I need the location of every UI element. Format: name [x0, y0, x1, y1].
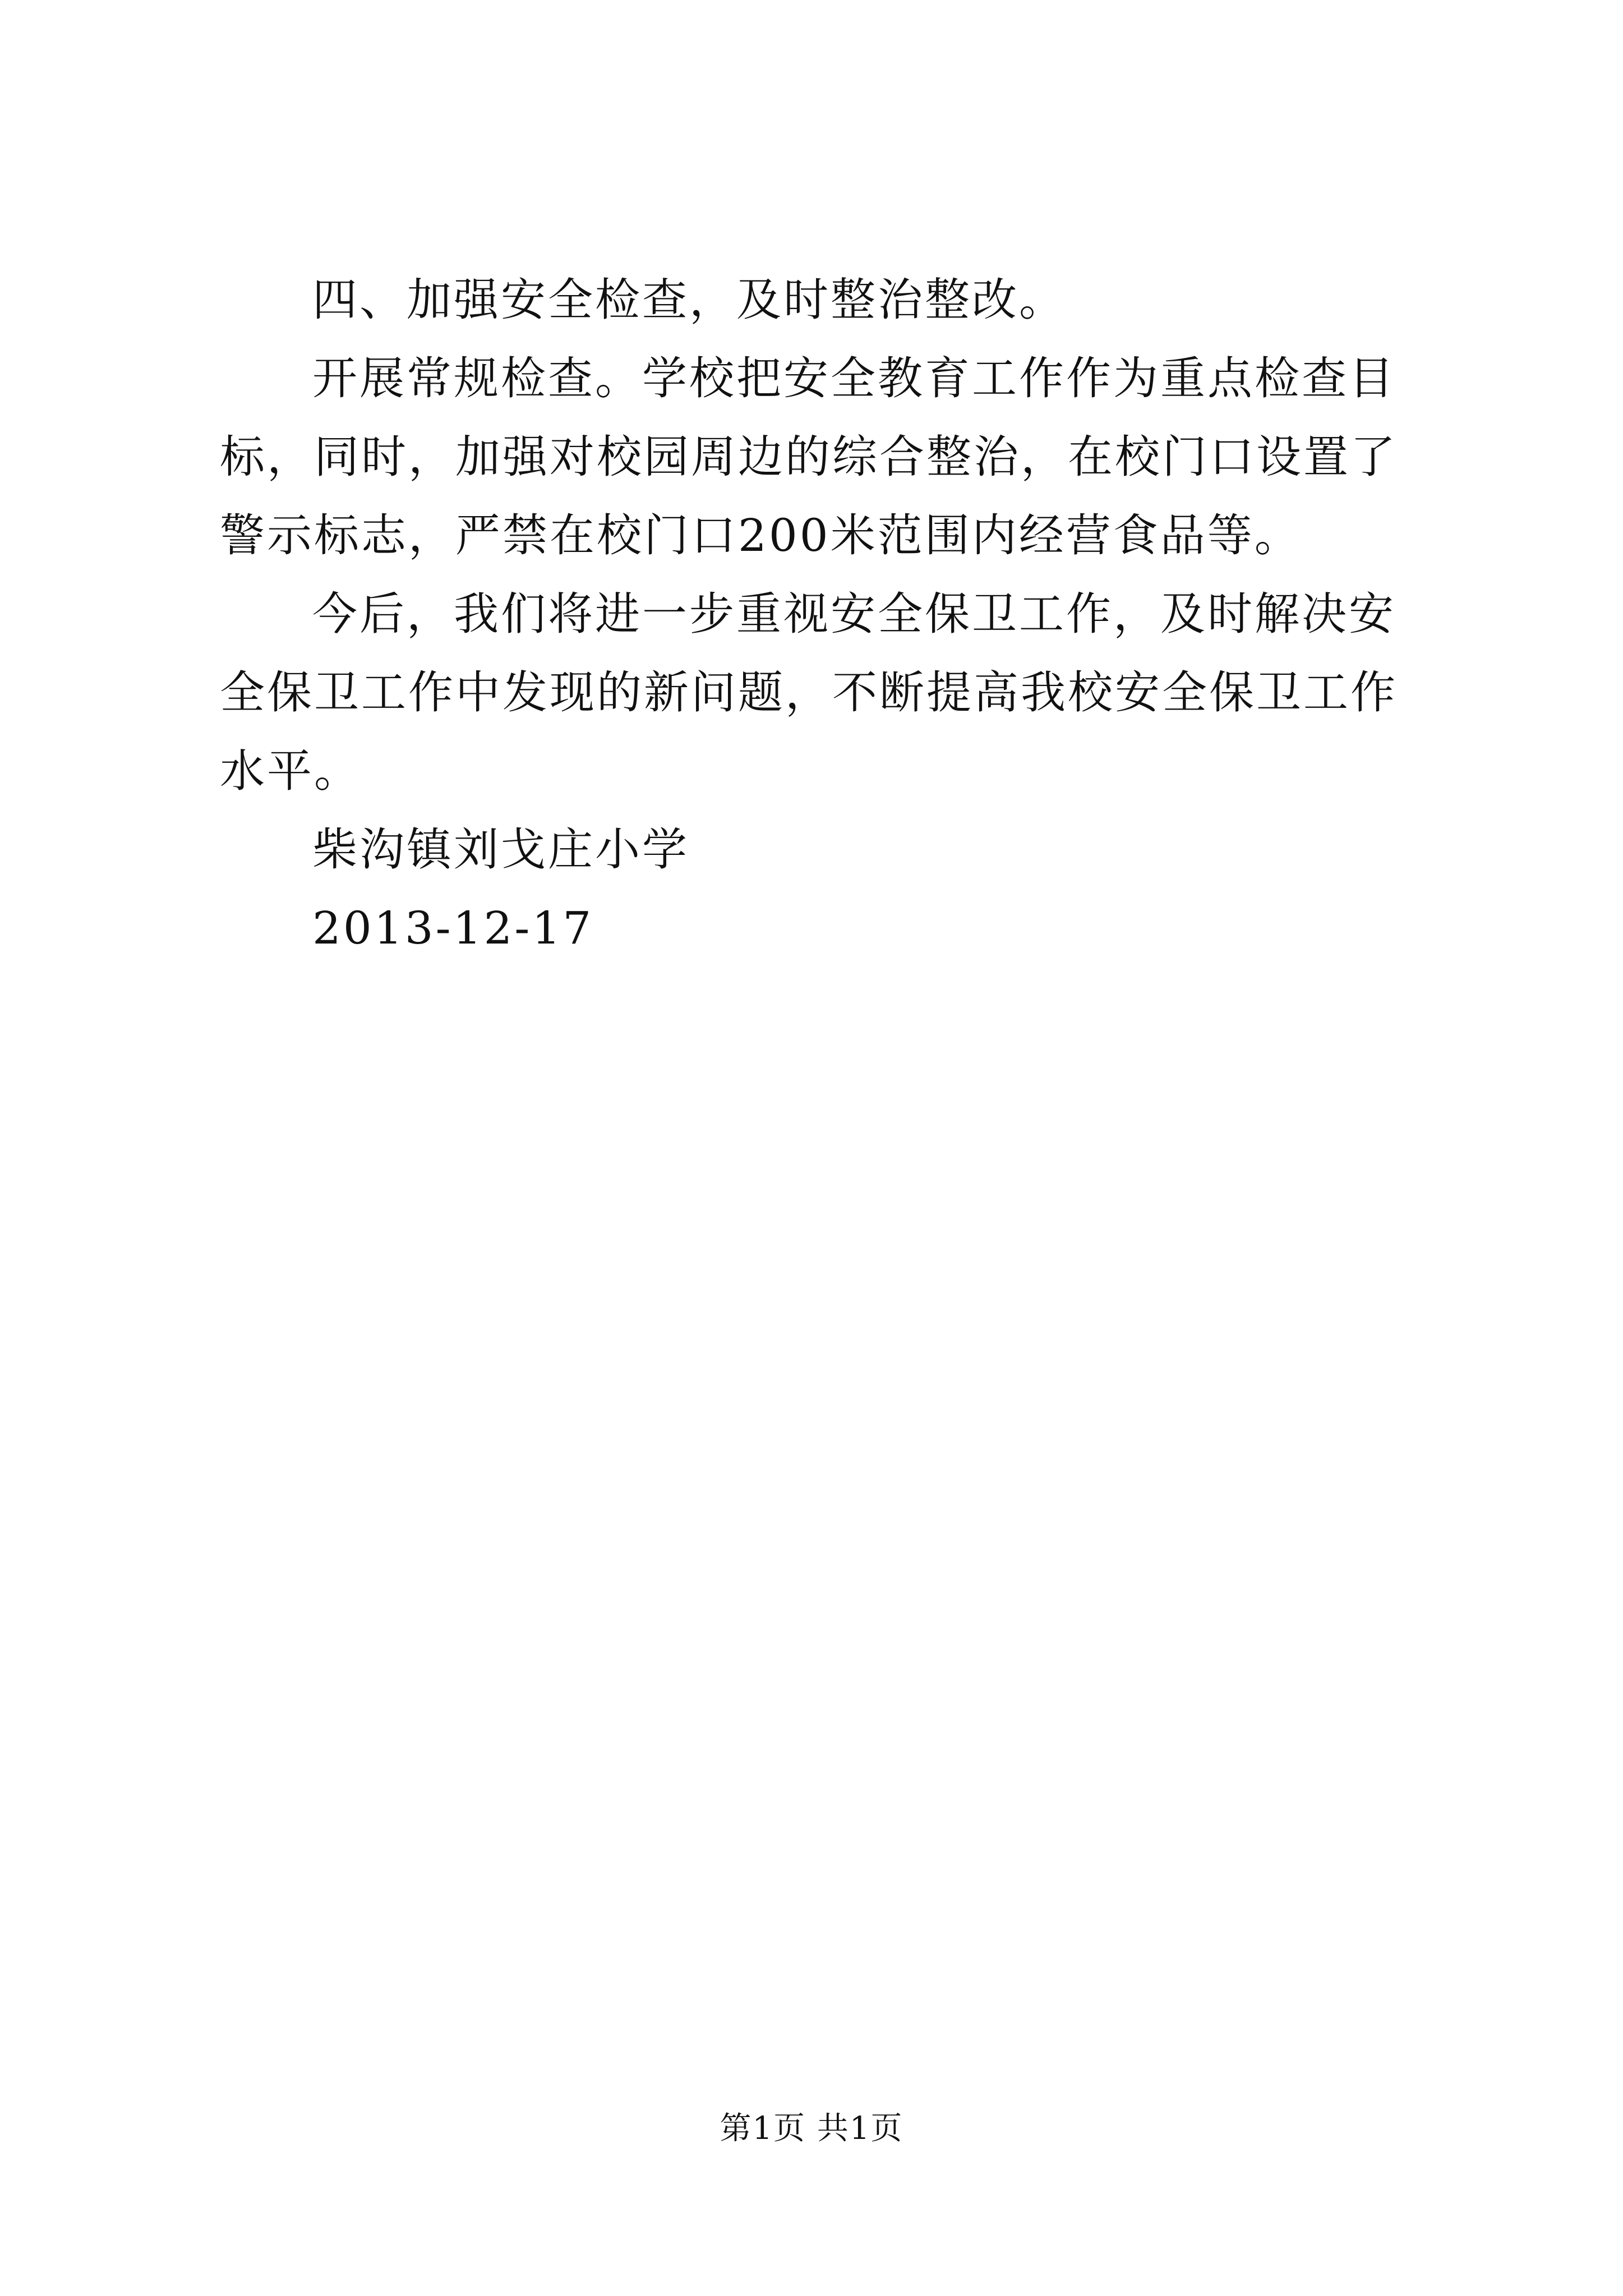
- body-paragraph-inspection: 开展常规检查。学校把安全教育工作作为重点检查目标，同时，加强对校园周边的综合整治，在校门口设置了警示标志，严禁在校门口200米范围内经营食品等。: [220, 352, 1398, 562]
- section-heading: 四、加强安全检查，及时整治整改。: [312, 274, 1066, 326]
- document-body: [220, 261, 1423, 968]
- body-paragraph-future-work: 今后，我们将进一步重视安全保卫工作，及时解决安全保卫工作中发现的新问题，不断提高我校安全保卫工作水平。: [220, 588, 1398, 797]
- page-footer: 第1页 共1页: [720, 2110, 903, 2147]
- signature-school: 柴沟镇刘戈庄小学: [312, 823, 689, 876]
- signature-date: 2013-12-17: [312, 902, 594, 954]
